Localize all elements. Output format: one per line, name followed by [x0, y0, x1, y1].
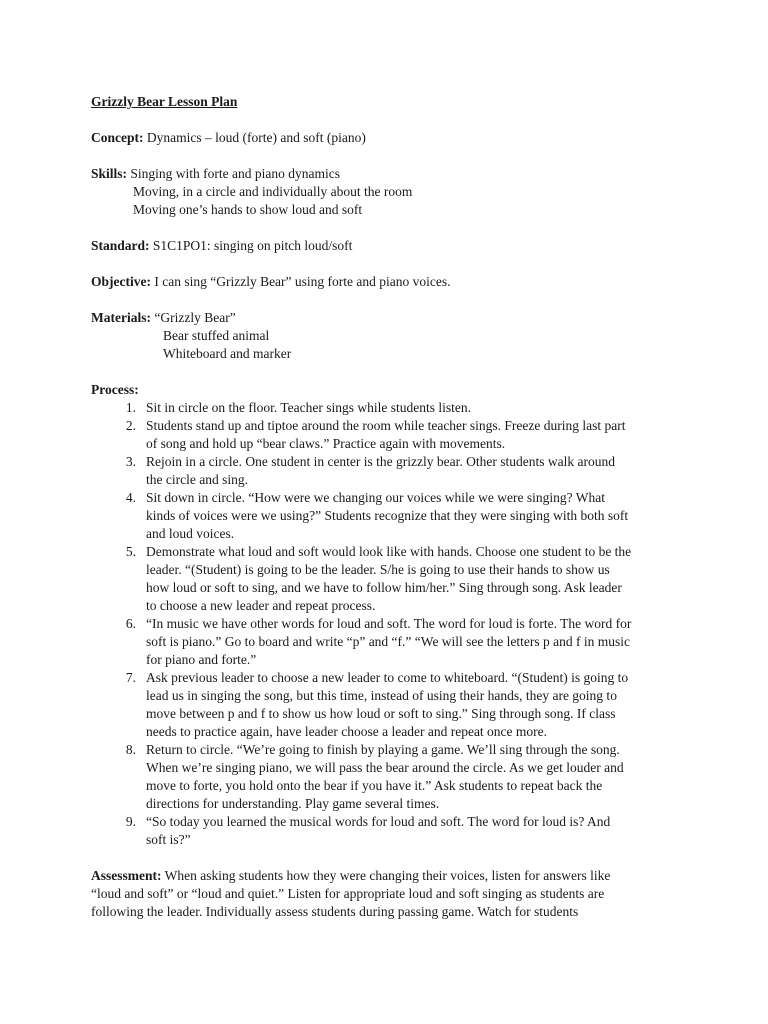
step-text: Ask previous leader to choose a new leader to come to whiteboard. “(Student) is going to lead us in singing the song, but this time, instead of using their hands, they are going to move between p and f to show us how loud or soft to sing.” Sing through song. If class needs to practice again, have leader choose a leader and repeat once more.: [146, 670, 629, 739]
step-number: 5.: [125, 544, 136, 559]
step-text: “So today you learned the musical words for loud and soft. The word for loud is? And soft is?”: [146, 814, 611, 847]
step-text: “In music we have other words for loud and soft. The word for loud is forte. The word for soft is piano.” Go to board and write “p” and “f.” “We will see the letters p and f in music for piano and forte.”: [146, 616, 632, 667]
assessment-text: When asking students how they were changing their voices, listen for answers like “loud and soft” or “loud and quiet.” Listen for appropriate loud and soft singing as students are following the leader. Individually assess students during passing game. Watch for students: [91, 868, 611, 919]
materials-line-1: “Grizzly Bear”: [150, 310, 236, 325]
step-number: 1.: [125, 400, 136, 415]
assessment-label: Assessment:: [91, 868, 162, 883]
concept-section: [91, 129, 691, 147]
objective-section: [91, 273, 691, 291]
objective-label: Objective:: [91, 274, 151, 289]
standard-section: [91, 237, 691, 255]
concept-value: Dynamics – loud (forte) and soft (piano): [143, 130, 366, 145]
step-text: Return to circle. “We’re going to finish by playing a game. We’ll sing through the song. When we’re singing piano, we will pass the bear around the circle. As we get louder and move to forte, you hold onto the bear if you have it.” Ask students to repeat back the directions for understanding. Play game several times.: [146, 742, 624, 811]
process-step: [91, 615, 691, 669]
objective-value: I can sing “Grizzly Bear” using forte and piano voices.: [150, 274, 451, 289]
skills-line-1: Singing with forte and piano dynamics: [127, 166, 340, 181]
process-step: [91, 669, 691, 741]
skills-line-2: Moving, in a circle and individually about the room: [133, 184, 413, 199]
process-step: [91, 489, 691, 543]
process-section: [91, 381, 691, 849]
document-title: Grizzly Bear Lesson Plan: [91, 94, 238, 109]
skills-section: [91, 165, 691, 219]
step-text: Sit down in circle. “How were we changing our voices while we were singing? What kinds of voices were we using?” Students recognize that they were singing with both soft and loud voices.: [146, 490, 629, 541]
process-step: [91, 543, 691, 615]
step-text: Demonstrate what loud and soft would look like with hands. Choose one student to be the leader. “(Student) is going to be the leader. S/he is going to use their hands to show us how loud or soft to sing, and we have to follow him/her.” Sing through song. Ask leader to choose a new leader and repeat process.: [146, 544, 632, 613]
step-number: 3.: [125, 454, 136, 469]
step-text: Sit in circle on the floor. Teacher sings while students listen.: [146, 400, 471, 415]
step-number: 2.: [125, 418, 136, 433]
process-step: [91, 417, 691, 453]
standard-label: Standard:: [91, 238, 150, 253]
skills-line-3: Moving one’s hands to show loud and soft: [133, 202, 363, 217]
step-number: 4.: [125, 490, 136, 505]
process-label: Process:: [91, 382, 139, 397]
step-text: Students stand up and tiptoe around the room while teacher sings. Freeze during last part of song and hold up “bear claws.” Practice again with movements.: [146, 418, 626, 451]
materials-line-2: Bear stuffed animal: [163, 328, 270, 343]
standard-value: S1C1PO1: singing on pitch loud/soft: [149, 238, 353, 253]
process-step: [91, 741, 691, 813]
process-step: [91, 399, 691, 417]
materials-line-3: Whiteboard and marker: [163, 346, 292, 361]
step-number: 6.: [125, 616, 136, 631]
materials-label: Materials:: [91, 310, 151, 325]
assessment-section: [91, 867, 691, 921]
concept-label: Concept:: [91, 130, 144, 145]
step-number: 9.: [125, 814, 136, 829]
skills-label: Skills:: [91, 166, 128, 181]
step-number: 8.: [125, 742, 136, 757]
step-number: 7.: [125, 670, 136, 685]
process-step: [91, 453, 691, 489]
process-steps-list: [91, 399, 691, 849]
materials-section: [91, 309, 691, 363]
step-text: Rejoin in a circle. One student in center is the grizzly bear. Other students walk around the circle and sing.: [146, 454, 615, 487]
process-step: [91, 813, 691, 849]
lesson-plan-document: [91, 93, 691, 921]
